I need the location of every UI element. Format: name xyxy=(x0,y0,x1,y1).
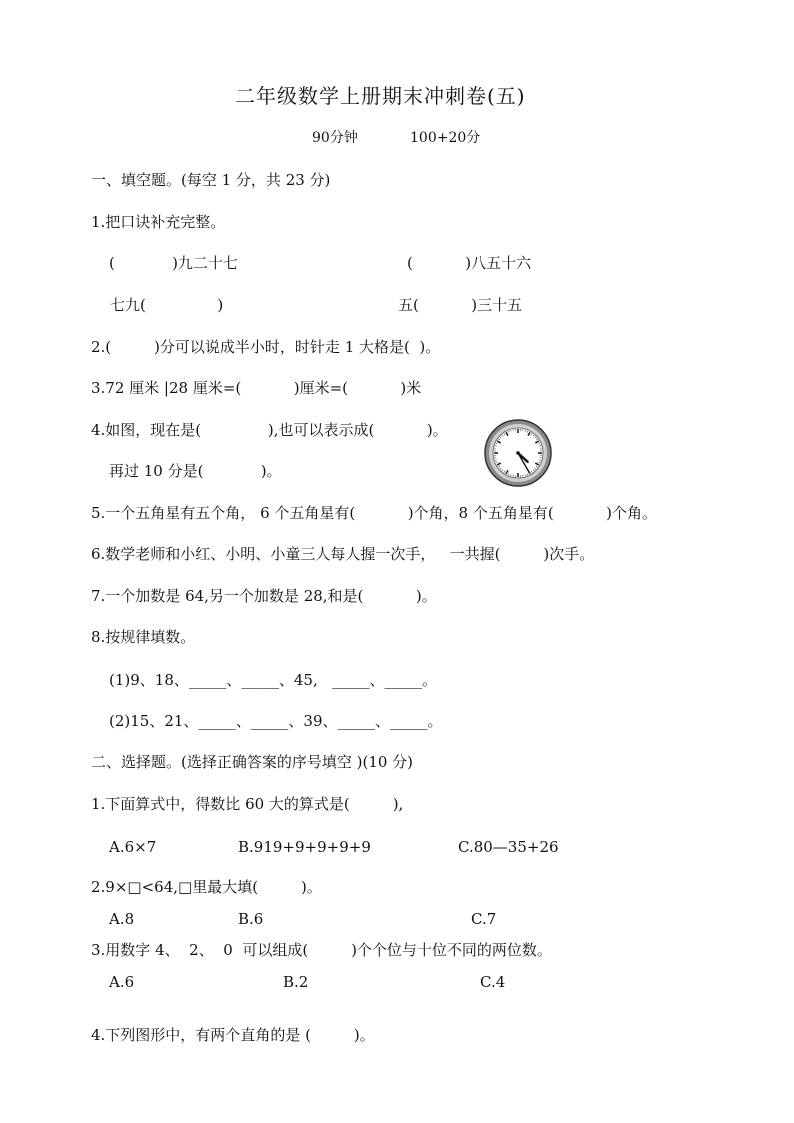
q4-line1: 4.如图，现在是( ),也可以表示成( )。 xyxy=(91,421,448,439)
q1-blank-c: 七九( ) xyxy=(110,296,224,314)
s2-q3-option-b: B.2 xyxy=(283,973,309,991)
page-title: 二年级数学上册期末冲刺卷(五) xyxy=(235,84,526,108)
s2-q2-option-a: A.8 xyxy=(109,910,135,928)
s2-q3-option-a: A.6 xyxy=(109,973,135,991)
section2-heading: 二、选择题。(选择正确答案的序号填空 )(10 分) xyxy=(91,753,414,771)
q2: 2.( )分可以说成半小时，时针走 1 大格是( )。 xyxy=(91,338,441,356)
q6: 6.数学老师和小红、小明、小童三人每人握一次手， 一共握( )次手。 xyxy=(91,545,595,563)
s2-q3-stem: 3.用数字 4、 2、 0 可以组成( )个个位与十位不同的两位数。 xyxy=(91,941,552,959)
q4-line2: 再过 10 分是( )。 xyxy=(109,462,282,480)
q1-stem: 1.把口诀补充完整。 xyxy=(91,213,226,231)
s2-q1-option-b: B.919+9+9+9+9 xyxy=(238,838,371,856)
s2-q1-option-a: A.6×7 xyxy=(109,838,157,856)
s2-q2-option-c: C.7 xyxy=(471,910,497,928)
q8-stem: 8.按规律填数。 xyxy=(91,628,196,646)
q1-blank-a: ( )九二十七 xyxy=(109,254,238,272)
q1-blank-b: ( )八五十六 xyxy=(407,254,532,272)
time-limit: 90分钟 xyxy=(312,130,358,146)
total-score: 100+20分 xyxy=(410,130,481,146)
s2-q1-stem: 1.下面算式中，得数比 60 大的算式是( ), xyxy=(91,795,404,813)
s2-q3-option-c: C.4 xyxy=(480,973,506,991)
s2-q2-stem: 2.9×□<64,□里最大填( )。 xyxy=(91,878,322,896)
s2-q1-option-c: C.80—35+26 xyxy=(458,838,559,856)
s2-q4-stem: 4.下列图形中，有两个直角的是 ( )。 xyxy=(91,1026,375,1044)
q1-blank-d: 五( )三十五 xyxy=(398,296,523,314)
q8-a: (1)9、18、_____、_____、45, _____、_____。 xyxy=(109,671,438,689)
q8-b: (2)15、21、_____、_____、39、_____、_____。 xyxy=(109,712,443,730)
clock-icon xyxy=(483,418,553,488)
s2-q2-option-b: B.6 xyxy=(238,910,264,928)
q3: 3.72 厘米 |28 厘米=( )厘米=( )米 xyxy=(91,379,422,397)
q5: 5.一个五角星有五个角， 6 个五角星有( )个角，8 个五角星有( )个角。 xyxy=(91,504,658,522)
q7: 7.一个加数是 64,另一个加数是 28,和是( )。 xyxy=(91,587,437,605)
section1-heading: 一、填空题。(每空 1 分，共 23 分) xyxy=(91,171,331,189)
